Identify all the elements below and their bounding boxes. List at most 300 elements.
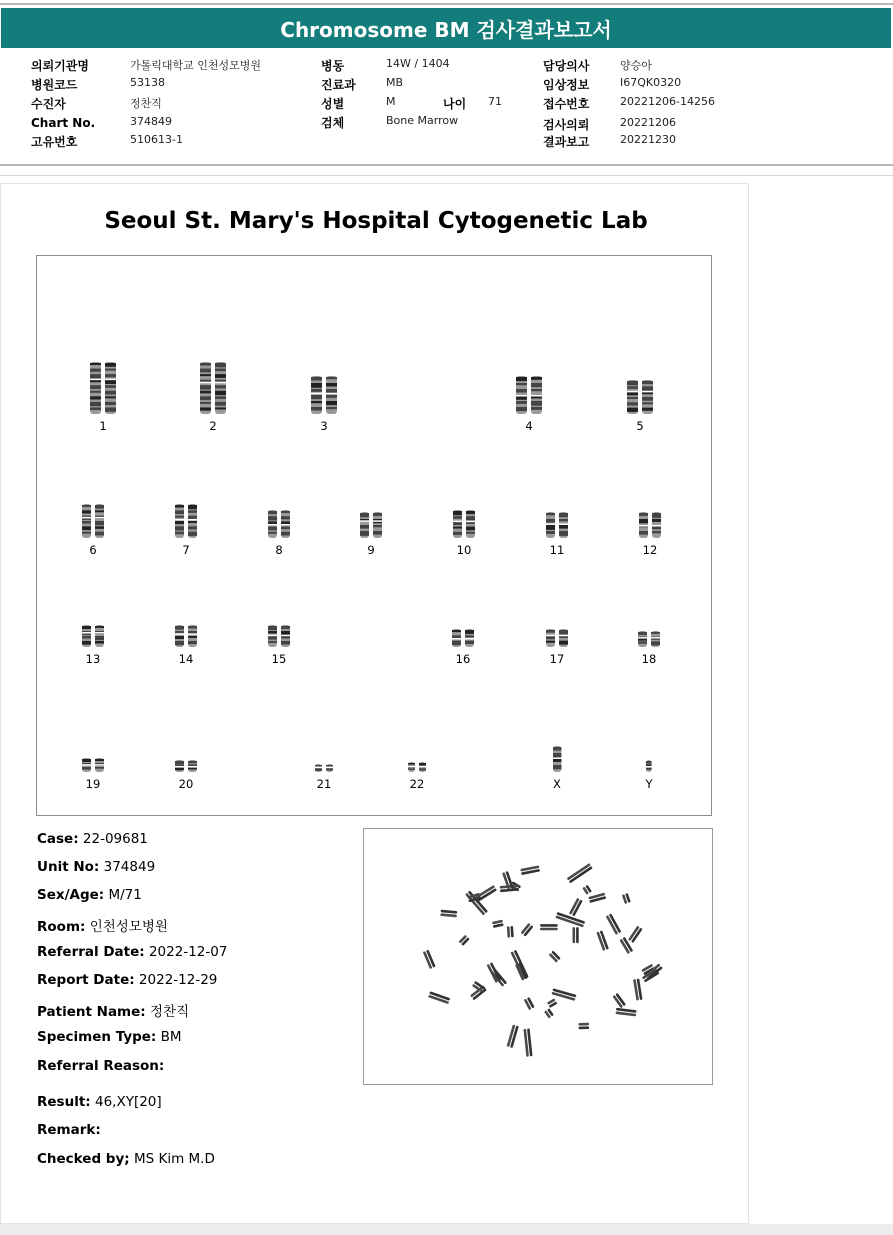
- chromosome-band: [188, 768, 197, 770]
- hdr-value-physician: 양승아: [620, 59, 652, 72]
- chromosome-band: [82, 532, 91, 534]
- centromere: [530, 395, 543, 397]
- chromosome-band: [90, 363, 101, 365]
- chromosome-band: [188, 516, 197, 520]
- chromosome-band: [268, 532, 277, 534]
- chromosome-band: [546, 513, 555, 515]
- centromere: [174, 766, 185, 768]
- chromosome-band: [642, 402, 653, 404]
- metaphase-chromosome: [633, 978, 642, 1000]
- chromosome-label-10: 10: [456, 543, 472, 557]
- chromosome-band: [531, 383, 542, 387]
- metaphase-chromosome: [596, 930, 609, 951]
- chromosome-band: [639, 519, 648, 523]
- chromosome-band: [638, 632, 647, 635]
- chromosome-band: [466, 527, 475, 531]
- chromosome-band: [531, 389, 542, 391]
- centromere: [94, 517, 105, 519]
- chromosome-band: [215, 396, 226, 399]
- chromosome-band: [105, 407, 116, 411]
- chromosome-pair-5: [625, 379, 656, 415]
- metaphase-chromosome: [440, 910, 457, 918]
- case-info-room: [37, 915, 168, 935]
- chromosome-band: [559, 525, 568, 529]
- chromosome-band: [215, 369, 226, 372]
- chromosome-pair-20: [173, 759, 200, 773]
- chromosome-label-20: 20: [178, 777, 194, 791]
- chromosome-band: [82, 767, 91, 770]
- chromosome-band: [326, 765, 333, 767]
- chromosome-band: [268, 636, 277, 640]
- chromosome-band: [105, 396, 116, 398]
- chromosome-pair-21: [313, 763, 336, 773]
- chromosome-band: [188, 626, 197, 628]
- centromere: [407, 766, 416, 768]
- chromosome-band: [639, 513, 648, 516]
- chromosome-band: [531, 407, 542, 410]
- chromosome-band: [95, 510, 104, 512]
- centromere: [451, 638, 462, 640]
- page-bottom-margin: [0, 1224, 893, 1235]
- chromosome-band: [188, 636, 197, 638]
- chromosome-band: [82, 759, 91, 762]
- chromosome-pair-18: [636, 630, 663, 648]
- chromosome-band: [268, 516, 277, 520]
- chromosome-band: [188, 505, 197, 509]
- chromosome-band: [627, 397, 638, 399]
- centromere: [199, 382, 212, 384]
- hdr-label-department: 진료과: [321, 78, 356, 92]
- chromosome-band: [531, 377, 542, 380]
- checked-by-value: MS Kim M.D: [133, 1151, 215, 1167]
- chromosome-band: [651, 641, 660, 645]
- chromosome-band: [531, 401, 542, 406]
- centromere: [267, 635, 278, 637]
- chromosome-band: [268, 511, 277, 514]
- centromere: [372, 520, 383, 522]
- chromosome-pair-15: [266, 624, 293, 648]
- report-date-label: Report Date:: [37, 972, 135, 988]
- chromosome-label-19: 19: [85, 777, 101, 791]
- chromosome-band: [326, 395, 337, 398]
- centromere: [359, 520, 370, 522]
- chromosome-band: [546, 519, 555, 523]
- chromosome-band: [452, 641, 461, 646]
- chromosome-band: [553, 759, 561, 762]
- chromosome-band: [90, 396, 101, 399]
- metaphase-chromosome: [606, 913, 622, 935]
- chromosome-band: [559, 630, 568, 635]
- centromere: [314, 767, 323, 769]
- room-label: Room:: [37, 919, 86, 935]
- chromosome-band: [175, 631, 184, 633]
- centromere: [94, 632, 105, 634]
- header-rule: [0, 164, 893, 166]
- case-info-case: [37, 831, 148, 847]
- chromosome-label-5: 5: [636, 419, 644, 433]
- hdr-value-clinical-info: I67QK0320: [620, 76, 682, 89]
- chromosome-band: [281, 527, 290, 530]
- sex-age-label: Sex/Age:: [37, 887, 105, 903]
- hdr-label-specimen: 검체: [321, 116, 345, 130]
- metaphase-chromatid: [440, 913, 457, 917]
- chromosome-band: [627, 381, 638, 385]
- chromosome-band: [82, 505, 91, 507]
- chromosome-band: [559, 641, 568, 645]
- case-info-result: [37, 1094, 162, 1110]
- hdr-value-accession-no: 20221206-14256: [620, 95, 715, 108]
- chromosome-band: [105, 369, 116, 371]
- chromosome-band: [82, 510, 91, 513]
- chromosome-band: [546, 641, 555, 643]
- centromere: [104, 379, 117, 381]
- chromosome-band: [546, 525, 555, 530]
- report-title: Chromosome BM 검사결과보고서: [280, 17, 612, 42]
- centromere: [94, 764, 105, 766]
- case-info-sex-age: [37, 887, 142, 903]
- chromosome-pair-Y: [644, 759, 654, 773]
- chromosome-band: [188, 641, 197, 644]
- chromosome-pair-12: [637, 511, 664, 539]
- metaphase-chromosome: [573, 927, 579, 943]
- chromosome-band: [281, 641, 290, 645]
- case-info-unit-no: [37, 859, 155, 875]
- chromosome-band: [639, 531, 648, 535]
- chromosome-band: [311, 377, 322, 380]
- metaphase-chromosome: [622, 893, 631, 904]
- result-value: 46,XY[20]: [94, 1094, 162, 1110]
- chromosome-band: [90, 402, 101, 406]
- chromosome-10-2: [466, 510, 475, 538]
- metaphase-chromosome: [549, 950, 561, 962]
- metaphase-chromosome: [540, 924, 558, 930]
- specimen-type-label: Specimen Type:: [37, 1029, 157, 1045]
- centromere: [558, 635, 569, 637]
- chromosome-band: [360, 513, 369, 517]
- chromosome-band: [326, 407, 337, 409]
- chromosome-band: [646, 768, 652, 770]
- chromosome-band: [175, 521, 184, 524]
- metaphase-chromosome: [520, 865, 540, 875]
- chromosome-pair-3: [309, 375, 340, 415]
- hdr-value-request-date: 20221206: [620, 116, 676, 129]
- specimen-type-value: BM: [160, 1029, 182, 1045]
- chromosome-band: [360, 531, 369, 536]
- chromosome-pair-14: [173, 624, 200, 648]
- chromosome-pair-11: [544, 511, 571, 539]
- remark-label: Remark:: [37, 1122, 101, 1138]
- case-info-referral-reason: [37, 1058, 164, 1074]
- chromosome-label-9: 9: [367, 543, 375, 557]
- chromosome-band: [326, 377, 337, 379]
- chromosome-band: [82, 626, 91, 629]
- hdr-label-clinical-info: 임상정보: [543, 78, 590, 92]
- centromere: [174, 633, 185, 635]
- chromosome-band: [281, 532, 290, 536]
- chromosome-band: [281, 626, 290, 629]
- hdr-label-unique-no: 고유번호: [31, 135, 78, 149]
- metaphase-chromosome: [612, 993, 626, 1008]
- metaphase-chromatid: [441, 910, 458, 914]
- centromere: [310, 393, 323, 395]
- chromosome-band: [326, 383, 337, 386]
- chromosome-band: [408, 768, 415, 770]
- chromosome-band: [105, 385, 116, 388]
- chromosome-pair-16: [450, 628, 477, 648]
- referral-reason-label: Referral Reason:: [37, 1058, 165, 1074]
- chromosome-pair-8: [266, 509, 293, 539]
- centromere: [515, 395, 528, 397]
- centromere: [552, 757, 562, 759]
- chromosome-band: [95, 641, 104, 643]
- chromosome-band: [90, 385, 101, 389]
- chromosome-band: [215, 402, 226, 406]
- hdr-value-patient: 정찬직: [130, 97, 162, 110]
- hdr-value-department: MB: [386, 76, 404, 89]
- chromosome-label-X: X: [553, 777, 561, 791]
- chromosome-band: [373, 525, 382, 527]
- centromere: [641, 391, 654, 393]
- case-value: 22-09681: [82, 831, 148, 847]
- case-info-referral-date: [37, 944, 227, 960]
- chromosome-band: [466, 516, 475, 520]
- chromosome-label-15: 15: [271, 652, 287, 666]
- metaphase-chromosome: [628, 926, 643, 943]
- chromosome-band: [200, 385, 211, 389]
- chromosome-band: [408, 763, 415, 765]
- chromosome-band: [326, 401, 337, 405]
- chromosome-band: [200, 369, 211, 373]
- chromosome-band: [559, 513, 568, 517]
- chromosome-band: [105, 374, 116, 377]
- case-info-specimen-type: [37, 1029, 182, 1045]
- centromere: [81, 517, 92, 519]
- centromere: [452, 521, 463, 523]
- centromere: [214, 382, 227, 384]
- hdr-label-patient: 수진자: [31, 97, 66, 111]
- centromere: [280, 635, 291, 637]
- metaphase-chromosome: [544, 1008, 554, 1018]
- chromosome-label-13: 13: [85, 652, 101, 666]
- lab-title: Seoul St. Mary's Hospital Cytogenetic Lab: [104, 208, 648, 234]
- chromosome-band: [268, 527, 277, 531]
- chromosome-label-21: 21: [316, 777, 332, 791]
- patient-name-value: 정찬직: [149, 1004, 190, 1020]
- chromosome-band: [175, 641, 184, 645]
- chromosome-band: [546, 630, 555, 633]
- chromosome-band: [516, 407, 527, 411]
- chromosome-band: [642, 381, 653, 384]
- centromere: [545, 523, 556, 525]
- centromere: [418, 766, 427, 768]
- centromere: [187, 633, 198, 635]
- case-label: Case:: [37, 831, 79, 847]
- metaphase-chromosome: [615, 1008, 636, 1017]
- centromere: [187, 766, 198, 768]
- chromosome-band: [516, 389, 527, 392]
- chromosome-band: [281, 516, 290, 519]
- metaphase-chromatid: [540, 928, 558, 931]
- chromosome-band: [200, 407, 211, 410]
- metaphase-chromosome: [578, 1023, 589, 1030]
- metaphase-spread-image: [364, 829, 712, 1084]
- chromosome-band: [268, 641, 277, 643]
- metaphase-chromosome: [507, 926, 514, 938]
- chromosome-band: [627, 386, 638, 389]
- chromosome-band: [311, 383, 322, 388]
- case-info-report-date: [37, 972, 217, 988]
- chromosome-band: [453, 516, 462, 519]
- hdr-label-request-date: 검사의뢰: [543, 118, 590, 132]
- metaphase-chromosome: [524, 997, 535, 1010]
- chromosome-band: [652, 519, 661, 522]
- hdr-value-ward: 14W / 1404: [386, 57, 450, 70]
- chromosome-band: [175, 626, 184, 630]
- metaphase-chromosome: [507, 1025, 519, 1049]
- chromosome-band: [516, 377, 527, 381]
- centromere: [187, 519, 198, 521]
- metaphase-chromosome: [521, 923, 534, 937]
- chromosome-band: [311, 389, 322, 392]
- chromosome-band: [215, 363, 226, 367]
- chromosome-band: [90, 407, 101, 410]
- chromosome-label-4: 4: [525, 419, 533, 433]
- centromere: [545, 635, 556, 637]
- chromosome-band: [268, 631, 277, 633]
- metaphase-chromatid: [540, 924, 558, 927]
- chromosome-band: [175, 526, 184, 530]
- chromosome-band: [453, 532, 462, 535]
- centromere: [174, 519, 185, 521]
- chromosome-band: [95, 505, 104, 509]
- chromosome-band: [175, 764, 184, 766]
- chromosome-band: [559, 519, 568, 521]
- centromere: [325, 767, 334, 769]
- chromosome-band: [268, 626, 277, 630]
- chromosome-label-16: 16: [455, 652, 471, 666]
- hdr-label-ward: 병동: [321, 59, 345, 73]
- chromosome-band: [281, 636, 290, 638]
- chromosome-band: [90, 374, 101, 378]
- chromosome-band: [188, 761, 197, 763]
- metaphase-chromosome: [551, 988, 576, 1001]
- metaphase-chromatid: [578, 1023, 589, 1026]
- chromosome-band: [105, 402, 116, 405]
- chromosome-pair-7: [173, 503, 200, 539]
- chromosome-band: [466, 511, 475, 514]
- centromere: [267, 524, 278, 526]
- chromosome-band: [638, 641, 647, 643]
- chromosome-band: [200, 374, 211, 376]
- metaphase-chromosome: [492, 920, 504, 928]
- chromosome-band: [215, 407, 226, 409]
- chromosome-band: [516, 383, 527, 385]
- hdr-label-chart-no: Chart No.: [31, 116, 96, 130]
- chromosome-band: [188, 510, 197, 513]
- chromosome-band: [82, 526, 91, 530]
- chromosome-label-14: 14: [178, 652, 194, 666]
- metaphase-chromosome: [428, 991, 450, 1004]
- sex-age-value: M/71: [108, 887, 142, 903]
- header-rule-2: [0, 175, 893, 176]
- chromosome-band: [466, 532, 475, 534]
- report-title-banner: [1, 8, 891, 48]
- centromere: [280, 524, 291, 526]
- chromosome-band: [559, 531, 568, 536]
- hdr-label-hospital-code: 병원코드: [31, 78, 78, 92]
- hdr-value-chart-no: 374849: [130, 115, 172, 128]
- chromosome-label-11: 11: [549, 543, 565, 557]
- chromosome-label-7: 7: [182, 543, 190, 557]
- metaphase-chromatid: [510, 926, 513, 937]
- chromosome-band: [82, 641, 91, 645]
- chromosome-band: [200, 363, 211, 366]
- chromosome-label-8: 8: [275, 543, 283, 557]
- chromosome-pair-17: [544, 628, 571, 648]
- centromere: [81, 764, 92, 766]
- centromere: [651, 525, 662, 527]
- chromosome-band: [95, 759, 104, 761]
- metaphase-chromosome: [523, 1028, 532, 1057]
- chromosome-label-17: 17: [549, 652, 565, 666]
- chromosome-band: [175, 505, 184, 508]
- chromosome-band: [311, 401, 322, 403]
- chromosome-band: [453, 527, 462, 529]
- hdr-value-specimen: Bone Marrow: [386, 114, 459, 127]
- chromosome-label-1: 1: [99, 419, 107, 433]
- centromere: [650, 637, 661, 639]
- chromosome-band: [90, 369, 101, 372]
- hdr-label-age: 나이: [443, 97, 467, 111]
- chromosome-label-3: 3: [320, 419, 328, 433]
- chromosome-band: [360, 525, 369, 529]
- chromosome-band: [373, 513, 382, 516]
- chromosome-band: [105, 380, 116, 384]
- chromosome-pair-22: [406, 761, 429, 773]
- chromosome-label-22: 22: [409, 777, 425, 791]
- karyogram-panel: [36, 255, 712, 816]
- chromosome-band: [188, 526, 197, 529]
- chromosome-band: [373, 531, 382, 535]
- hdr-value-hospital-code: 53138: [130, 76, 165, 89]
- chromosome-band: [215, 380, 226, 382]
- chromosome-band: [642, 397, 653, 401]
- chromosome-band: [311, 395, 322, 399]
- metaphase-chromatid: [579, 1026, 590, 1029]
- chromosome-band: [215, 391, 226, 395]
- centromere: [465, 521, 476, 523]
- chromosome-band: [642, 408, 653, 411]
- metaphase-chromosome: [547, 998, 558, 1008]
- chromosome-band: [188, 532, 197, 536]
- chromosome-band: [546, 531, 555, 534]
- chromosome-pair-X: [551, 745, 563, 773]
- chromosome-band: [175, 761, 184, 764]
- centromere: [81, 632, 92, 634]
- chromosome-band: [95, 626, 104, 628]
- case-info-patient-name: [37, 1000, 189, 1020]
- centromere: [638, 525, 649, 527]
- unit-no-value: 374849: [103, 859, 156, 875]
- chromosome-band: [200, 402, 211, 404]
- metaphase-chromosome: [582, 885, 592, 895]
- referral-date-value: 2022-12-07: [148, 944, 228, 960]
- chromosome-band: [188, 521, 197, 523]
- chromosome-band: [651, 632, 660, 634]
- chromosome-pair-4: [514, 375, 545, 415]
- chromosome-band: [95, 767, 104, 769]
- centromere: [325, 393, 338, 395]
